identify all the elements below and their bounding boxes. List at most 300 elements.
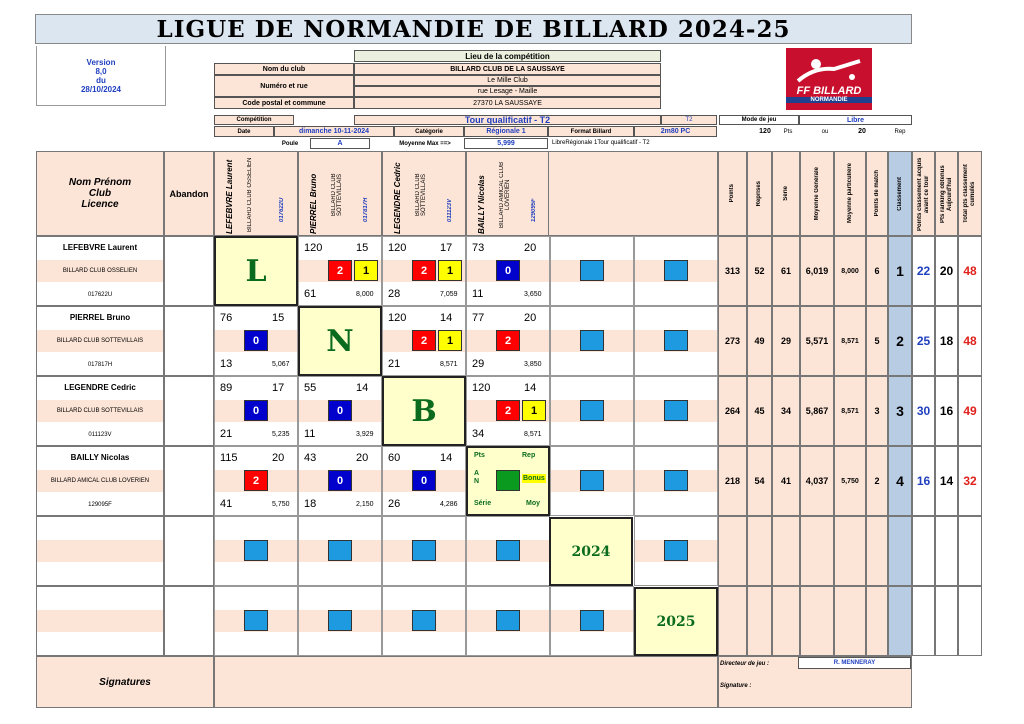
match-serie: 11 (472, 288, 484, 300)
page-title: LIGUE DE NORMANDIE DE BILLARD 2024-25 (35, 14, 912, 44)
match-reprises: 20 (356, 452, 369, 464)
format-label: Format Billard (548, 126, 634, 137)
player-club: BILLARD CLUB SOTTEVILLAIS (56, 408, 144, 414)
competition-value: Tour qualificatif - T2 (354, 115, 661, 125)
player-licence: 129095F (88, 502, 112, 508)
stat-value: 2 (896, 333, 904, 349)
empty-square (664, 540, 688, 561)
match-serie: 26 (388, 498, 401, 510)
match-points-square: 0 (328, 470, 352, 491)
player-header (36, 151, 164, 236)
stat-header-label: Classement (896, 176, 903, 211)
stat-value: 2 (874, 476, 880, 486)
stat-cell (800, 376, 834, 446)
legend-moy: Moy (526, 500, 540, 507)
stat-cell (718, 376, 747, 446)
legend-pts: Pts (474, 452, 485, 459)
stat-header-label: Moyenne particulière (846, 163, 853, 224)
match-points-square: 0 (244, 400, 268, 421)
stat-value: 22 (916, 264, 931, 278)
match-points-square: 0 (244, 330, 268, 351)
match-reprises: 14 (356, 382, 369, 394)
match-points: 43 (304, 452, 317, 464)
legend-an: A N (474, 470, 480, 485)
stat-cell (935, 376, 958, 446)
player-name: BAILLY Nicolas (70, 452, 130, 462)
stat-value: 49 (754, 336, 765, 346)
stat-cell (958, 516, 982, 586)
empty-col-heads (548, 151, 718, 236)
signature-label: Signature : (720, 683, 752, 689)
match-points-square: 2 (244, 470, 268, 491)
column-head-club: BILLARD CLUB SOTTEVILLAIS (415, 173, 427, 217)
empty-square (412, 540, 436, 561)
stat-cell (958, 306, 982, 376)
column-head-licence: 017622U (279, 197, 285, 222)
stat-cell (718, 516, 747, 586)
addr-value2: rue Lesage - Maille (354, 86, 661, 97)
stat-cell (935, 586, 958, 656)
column-head-name: LEGENDRE Cedric (393, 162, 402, 234)
stat-value: 3 (874, 406, 880, 416)
match-reprises: 14 (440, 312, 453, 324)
empty-square (580, 260, 604, 281)
match-moyenne: 5,235 (272, 431, 290, 438)
stat-cell (888, 236, 912, 306)
match-serie: 11 (304, 428, 316, 440)
match-moyenne: 2,150 (356, 501, 374, 508)
stat-value: 34 (780, 406, 791, 416)
stat-value: 8,571 (841, 407, 859, 415)
column-head-name: PIERREL Bruno (309, 173, 318, 234)
stat-cell (958, 376, 982, 446)
stat-header-label: Points classement acquis avant ce tour (916, 156, 930, 231)
stat-value: 4,037 (805, 476, 829, 486)
competition-code: T2 (661, 115, 717, 125)
stat-value: 16 (939, 404, 954, 418)
stat-cell (800, 236, 834, 306)
stat-cell (935, 516, 958, 586)
header-name: Nom Prénom (68, 177, 132, 188)
signatures-label: Signatures (36, 656, 214, 708)
stat-header-0 (718, 151, 747, 236)
pts-value: 120 (759, 128, 771, 135)
mode-value: Libre (799, 115, 912, 125)
addr-label: Numéro et rue (214, 75, 354, 97)
column-head-licence: 017817H (363, 197, 369, 222)
moyenne-value: 5,999 (464, 138, 548, 149)
match-points: 120 (472, 382, 491, 394)
year-2024: 2024 (549, 517, 633, 586)
stat-value: 273 (724, 336, 741, 346)
match-points-square: 2 (412, 330, 436, 351)
stat-cell (772, 376, 800, 446)
match-serie: 34 (472, 428, 485, 440)
abandon-cell (164, 446, 214, 516)
stat-cell (888, 586, 912, 656)
stat-cell (772, 236, 800, 306)
diagonal-cell: N (298, 306, 382, 376)
match-points: 77 (472, 312, 485, 324)
stat-value: 3 (896, 403, 904, 419)
player-licence: 017622U (87, 292, 113, 298)
version-number: 8,0 (95, 66, 107, 76)
stat-value: 30 (916, 404, 931, 418)
column-head-3 (466, 151, 550, 236)
stat-cell (747, 516, 772, 586)
stat-cell (747, 446, 772, 516)
stat-cell (800, 306, 834, 376)
stat-cell (800, 586, 834, 656)
column-head-club: BILLARD AMICAL CLUB LOVERIEN (499, 161, 511, 229)
stat-value: 16 (916, 474, 931, 488)
stat-value: 8,000 (841, 267, 859, 275)
player-club: BILLARD CLUB SOTTEVILLAIS (56, 338, 144, 344)
match-points: 89 (220, 382, 233, 394)
stat-cell (935, 446, 958, 516)
stat-header-2 (772, 151, 800, 236)
stat-header-8 (935, 151, 958, 236)
stat-cell (912, 306, 935, 376)
stat-cell (834, 516, 866, 586)
match-reprises: 14 (440, 452, 453, 464)
match-points-square: 0 (328, 400, 352, 421)
stat-value: 29 (780, 336, 791, 346)
match-points-square: 2 (496, 400, 520, 421)
stat-header-3 (800, 151, 834, 236)
stat-value: 5,571 (805, 336, 829, 346)
stat-cell (866, 376, 888, 446)
abandon-cell (164, 306, 214, 376)
player-club: BILLARD CLUB OSSELIEN (62, 268, 138, 274)
stat-value: 5,750 (841, 477, 859, 485)
stat-cell (935, 236, 958, 306)
signatures-area (214, 656, 718, 708)
legend-serie: Série (474, 500, 492, 507)
match-moyenne: 3,650 (524, 291, 542, 298)
addr-value1: Le Mille Club (354, 75, 661, 86)
stat-header-7 (912, 151, 935, 236)
match-points-square: 2 (328, 260, 352, 281)
empty-square (328, 540, 352, 561)
category-value: Régionale 1 (464, 126, 548, 137)
stat-header-label: Points (729, 184, 735, 203)
match-reprises: 20 (272, 452, 285, 464)
category-label: Catégorie (394, 126, 464, 137)
stat-cell (772, 306, 800, 376)
stat-cell (866, 306, 888, 376)
player-licence: 011123V (88, 432, 112, 438)
match-points: 115 (220, 452, 238, 464)
lieu-header: Lieu de la compétition (354, 50, 661, 62)
empty-square (580, 400, 604, 421)
empty-square (664, 330, 688, 351)
pts-label: Pts (783, 128, 793, 135)
stat-cell (958, 236, 982, 306)
match-serie: 41 (220, 498, 233, 510)
stat-value: 52 (754, 266, 765, 276)
player-club-band (37, 540, 163, 562)
stat-header-label: Série (782, 186, 789, 201)
match-bonus-square: 1 (438, 330, 462, 351)
stat-value: 14 (939, 474, 954, 488)
competition-label: Compétition (214, 115, 294, 125)
stat-cell (866, 516, 888, 586)
abandon-cell (164, 586, 214, 656)
stat-cell (888, 446, 912, 516)
stat-cell (800, 516, 834, 586)
empty-square (664, 400, 688, 421)
stat-header-9 (958, 151, 982, 236)
stat-cell (912, 376, 935, 446)
match-serie: 61 (304, 288, 317, 300)
player-name: PIERREL Bruno (69, 312, 131, 322)
stat-cell (718, 446, 747, 516)
match-points-square: 0 (496, 260, 520, 281)
stat-header-1 (747, 151, 772, 236)
match-points: 120 (388, 312, 407, 324)
player-name: LEGENDRE Cedric (64, 382, 136, 392)
diagonal-cell: L (214, 236, 298, 306)
stat-cell (888, 376, 912, 446)
empty-square (580, 470, 604, 491)
director-label: Directeur de jeu : (720, 661, 770, 667)
match-points: 120 (304, 242, 323, 254)
version-date: 28/10/2024 (80, 84, 122, 94)
stat-value: 49 (963, 404, 977, 418)
empty-square (244, 610, 268, 631)
abandon-cell (164, 376, 214, 446)
stat-cell (935, 306, 958, 376)
stat-cell (800, 446, 834, 516)
match-points-square: 2 (412, 260, 436, 281)
ffbillard-logo (786, 48, 872, 110)
stat-value: 48 (963, 334, 977, 348)
stat-cell (866, 586, 888, 656)
rep-label: Rep (894, 128, 906, 135)
stat-value: 41 (780, 476, 791, 486)
libre-text: LibreRégionale 1Tour qualificatif - T2 (552, 140, 650, 146)
version-du: du (96, 75, 106, 85)
stat-header-label: Moyenne Générale (813, 166, 820, 221)
stat-value: 25 (916, 334, 931, 348)
stat-cell (834, 306, 866, 376)
match-reprises: 17 (440, 242, 453, 254)
stat-header-4 (834, 151, 866, 236)
match-serie: 21 (388, 358, 401, 370)
director-value: R. MENNERAY (798, 657, 911, 669)
stat-value: 6 (874, 266, 880, 276)
stat-value: 54 (754, 476, 765, 486)
diagonal-cell: B (382, 376, 466, 446)
poule-label: Poule (281, 140, 299, 147)
empty-square (580, 330, 604, 351)
date-value: dimanche 10-11-2024 (274, 126, 394, 137)
stat-cell (718, 586, 747, 656)
stat-value: 264 (724, 406, 741, 416)
match-reprises: 15 (356, 242, 369, 254)
empty-square (496, 610, 520, 631)
player-name: LEFEBVRE Laurent (62, 242, 138, 252)
column-head-licence: 011123V (447, 198, 453, 222)
stat-value: 20 (939, 264, 954, 278)
stat-value: 45 (754, 406, 765, 416)
match-moyenne: 4,286 (440, 501, 458, 508)
player-club-band (37, 610, 163, 632)
empty-square (244, 540, 268, 561)
logo-text: FF BILLARD (796, 85, 862, 97)
stat-cell (958, 586, 982, 656)
stat-cell (747, 586, 772, 656)
stat-value: 313 (724, 266, 741, 276)
stat-value: 5 (874, 336, 880, 346)
format-value: 2m80 PC (634, 126, 717, 137)
column-head-2 (382, 151, 466, 236)
stat-value: 5,867 (805, 406, 829, 416)
legend-green-square (496, 470, 520, 491)
abandon-cell (164, 236, 214, 306)
date-label: Date (214, 126, 274, 137)
match-reprises: 17 (272, 382, 285, 394)
stat-cell (772, 516, 800, 586)
empty-square (412, 610, 436, 631)
match-points: 60 (388, 452, 401, 464)
stat-header-label: Points de match (873, 170, 880, 217)
mode-label: Mode de jeu (719, 115, 799, 125)
stat-cell (834, 446, 866, 516)
stat-cell (718, 306, 747, 376)
stat-cell (958, 446, 982, 516)
poule-value: A (310, 138, 370, 149)
column-head-licence: 129095F (531, 198, 537, 222)
abandon-cell (164, 516, 214, 586)
match-moyenne: 7,059 (440, 291, 458, 298)
header-licence: Licence (81, 199, 119, 210)
legend-bonus: Bonus (523, 475, 545, 482)
stat-cell (912, 446, 935, 516)
version-label: Version (86, 57, 116, 67)
match-serie: 18 (304, 498, 317, 510)
player-club: BILLARD AMICAL CLUB LOVERIEN (50, 478, 150, 484)
stat-value: 32 (963, 474, 977, 488)
match-points-square: 2 (496, 330, 520, 351)
stat-cell (718, 236, 747, 306)
empty-square (328, 610, 352, 631)
stat-value: 1 (896, 263, 904, 279)
match-reprises: 20 (524, 312, 537, 324)
match-moyenne: 8,571 (440, 361, 458, 368)
stat-value: 8,571 (841, 337, 859, 345)
stat-value: 218 (724, 476, 741, 486)
player-licence: 017817H (87, 362, 113, 368)
match-points: 120 (388, 242, 407, 254)
match-moyenne: 3,850 (524, 361, 542, 368)
stat-value: 6,019 (805, 266, 829, 276)
stat-header-6 (888, 151, 912, 236)
cp-label: Code postal et commune (214, 97, 354, 109)
column-head-1 (298, 151, 382, 236)
column-head-name: LEFEBVRE Laurent (225, 159, 234, 234)
year-2025: 2025 (634, 587, 718, 656)
stat-cell (747, 376, 772, 446)
empty-square (580, 610, 604, 631)
stat-cell (866, 236, 888, 306)
empty-square (664, 470, 688, 491)
stat-cell (834, 586, 866, 656)
match-points: 73 (472, 242, 485, 254)
club-value: BILLARD CLUB DE LA SAUSSAYE (354, 63, 661, 75)
match-serie: 28 (388, 288, 401, 300)
stat-value: 48 (963, 264, 977, 278)
match-serie: 29 (472, 358, 485, 370)
moyenne-label: Moyenne Max ==> (399, 140, 451, 147)
stat-cell (747, 306, 772, 376)
stat-cell (888, 516, 912, 586)
billiard-player-icon (794, 55, 864, 85)
match-points: 76 (220, 312, 233, 324)
stat-cell (912, 586, 935, 656)
match-moyenne: 8,000 (356, 291, 374, 298)
stat-cell (888, 306, 912, 376)
stat-cell (772, 446, 800, 516)
stat-cell (747, 236, 772, 306)
match-bonus-square: 1 (438, 260, 462, 281)
match-moyenne: 5,067 (272, 361, 290, 368)
logo-sub: NORMANDIE (786, 97, 872, 103)
stat-cell (912, 236, 935, 306)
stat-cell (912, 516, 935, 586)
match-points-square: 0 (412, 470, 436, 491)
cp-value: 27370 LA SAUSSAYE (354, 97, 661, 109)
stat-header-label: Total pts classement cumulés (963, 164, 976, 223)
stat-header-label: Reprises (756, 180, 762, 207)
match-bonus-square: 1 (354, 260, 378, 281)
rep-value: 20 (858, 128, 866, 135)
match-moyenne: 5,750 (272, 501, 290, 508)
stat-value: 61 (780, 266, 791, 276)
match-serie: 21 (220, 428, 233, 440)
legend-rep: Rep (522, 452, 536, 459)
match-bonus-square: 1 (522, 400, 546, 421)
stat-header-label: Pts ranking obtenus Aujourd'hui (939, 164, 953, 223)
stat-cell (834, 376, 866, 446)
stat-cell (866, 446, 888, 516)
column-head-name: BAILLY Nicolas (477, 175, 486, 234)
stat-cell (772, 586, 800, 656)
match-reprises: 15 (272, 312, 285, 324)
stat-cell (834, 236, 866, 306)
match-moyenne: 3,929 (356, 431, 374, 438)
stat-value: 18 (939, 334, 954, 348)
match-reprises: 14 (524, 382, 537, 394)
column-head-0 (214, 151, 298, 236)
abandon-header: Abandon (164, 151, 214, 236)
ou-label: ou (821, 128, 829, 135)
header-club: Club (88, 188, 112, 199)
empty-square (664, 260, 688, 281)
column-head-club: BILLARD CLUB OSSELIEN (247, 157, 253, 233)
match-moyenne: 8,571 (524, 431, 542, 438)
empty-square (496, 540, 520, 561)
match-serie: 13 (220, 358, 233, 370)
match-points: 55 (304, 382, 317, 394)
column-head-club: BILLARD CLUB SOTTEVILLAIS (331, 173, 343, 217)
stat-value: 4 (896, 473, 904, 489)
stat-header-5 (866, 151, 888, 236)
match-reprises: 20 (524, 242, 537, 254)
version-block (36, 46, 166, 106)
club-label: Nom du club (214, 63, 354, 75)
